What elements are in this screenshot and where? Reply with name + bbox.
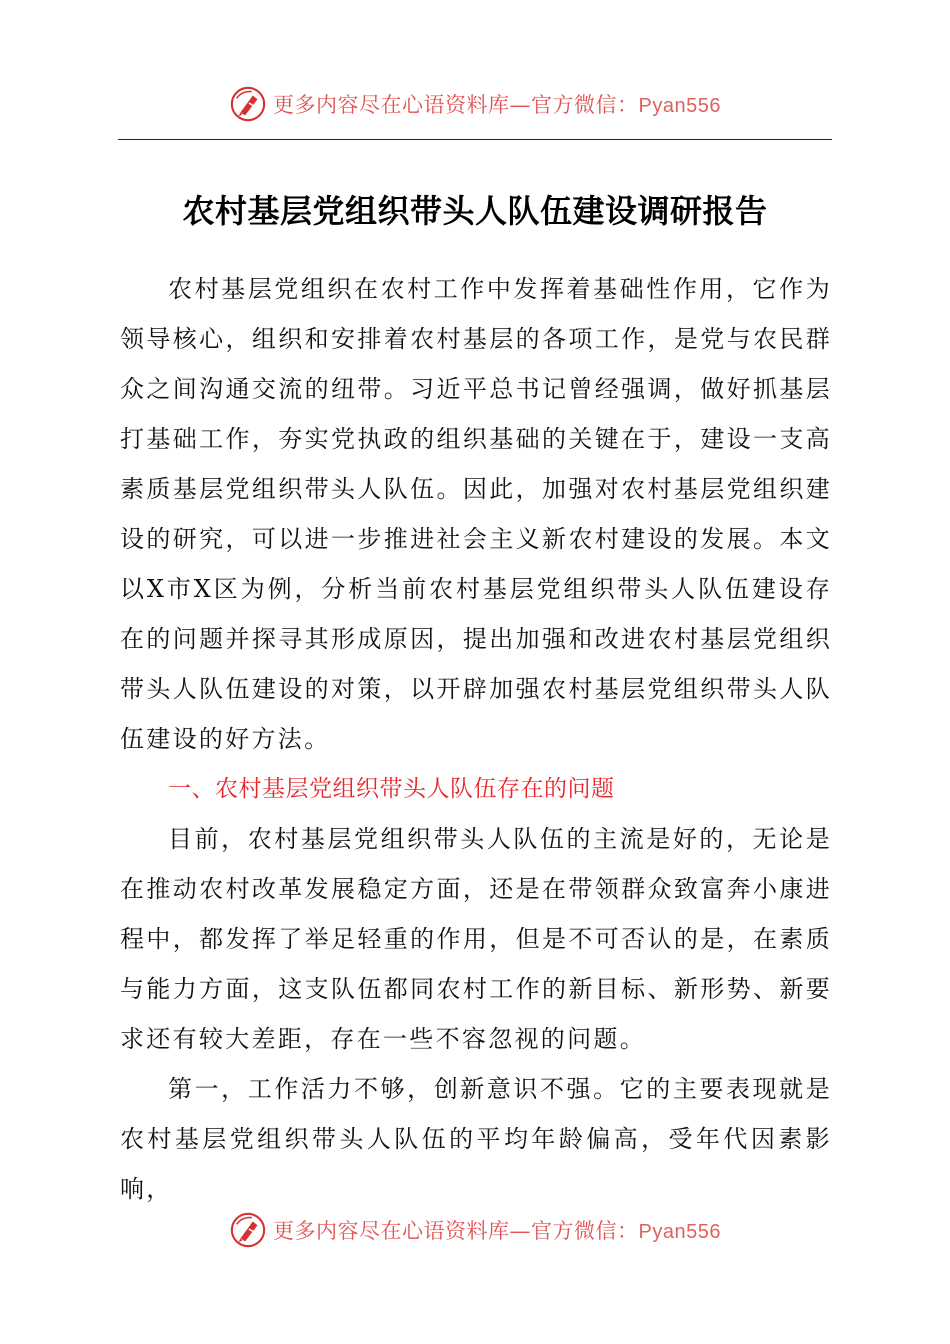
section1-paragraph-2: 第一，工作活力不够，创新意识不强。它的主要表现就是农村基层党组织带头人队伍的平均年龄偏高，受年代因素影响， xyxy=(120,1075,832,1203)
section-heading-1: 一、农村基层党组织带头人队伍存在的问题 xyxy=(168,776,615,802)
header-rule xyxy=(118,139,832,140)
pen-nib-logo-icon xyxy=(229,1211,267,1249)
pen-nib-logo-icon xyxy=(229,85,267,123)
page-title: 农村基层党组织带头人队伍建设调研报告 xyxy=(182,192,768,230)
footer-banner-text: 更多内容尽在心语资料库—官方微信：Pyan556 xyxy=(273,1219,721,1243)
footer-banner-handle: Pyan556 xyxy=(638,1221,721,1243)
intro-paragraph: 农村基层党组织在农村工作中发挥着基础性作用，它作为领导核心，组织和安排着农村基层的各项工作，是党与农民群众之间沟通交流的纽带。习近平总书记曾经强调，做好抓基层打基础工作，夯实党执政的组织基础的关键在于，建设一支高素质基层党组织带头人队伍。因此，加强对农村基层党组织建设的研究，可以进一步推进社会主义新农村建设的发展。本文以X市X区为例，分析当前农村基层党组织带头人队伍建设存在的问题并探寻其形成原因，提出加强和改进农村基层党组织带头人队伍建设的对策，以开辟加强农村基层党组织带头人队伍建设的好方法。 xyxy=(120,275,832,753)
section1-paragraph-1: 目前，农村基层党组织带头人队伍的主流是好的，无论是在推动农村改革发展稳定方面，还是在带领群众致富奔小康进程中，都发挥了举足轻重的作用，但是不可否认的是，在素质与能力方面，这支队伍都同农村工作的新目标、新形势、新要求还有较大差距，存在一些不容忽视的问题。 xyxy=(120,825,832,1053)
footer-banner xyxy=(0,1210,950,1250)
header-banner-text: 更多内容尽在心语资料库—官方微信：Pyan556 xyxy=(273,93,721,117)
header-banner xyxy=(0,84,950,124)
header-banner-handle: Pyan556 xyxy=(638,95,721,117)
document-body xyxy=(120,264,832,1214)
